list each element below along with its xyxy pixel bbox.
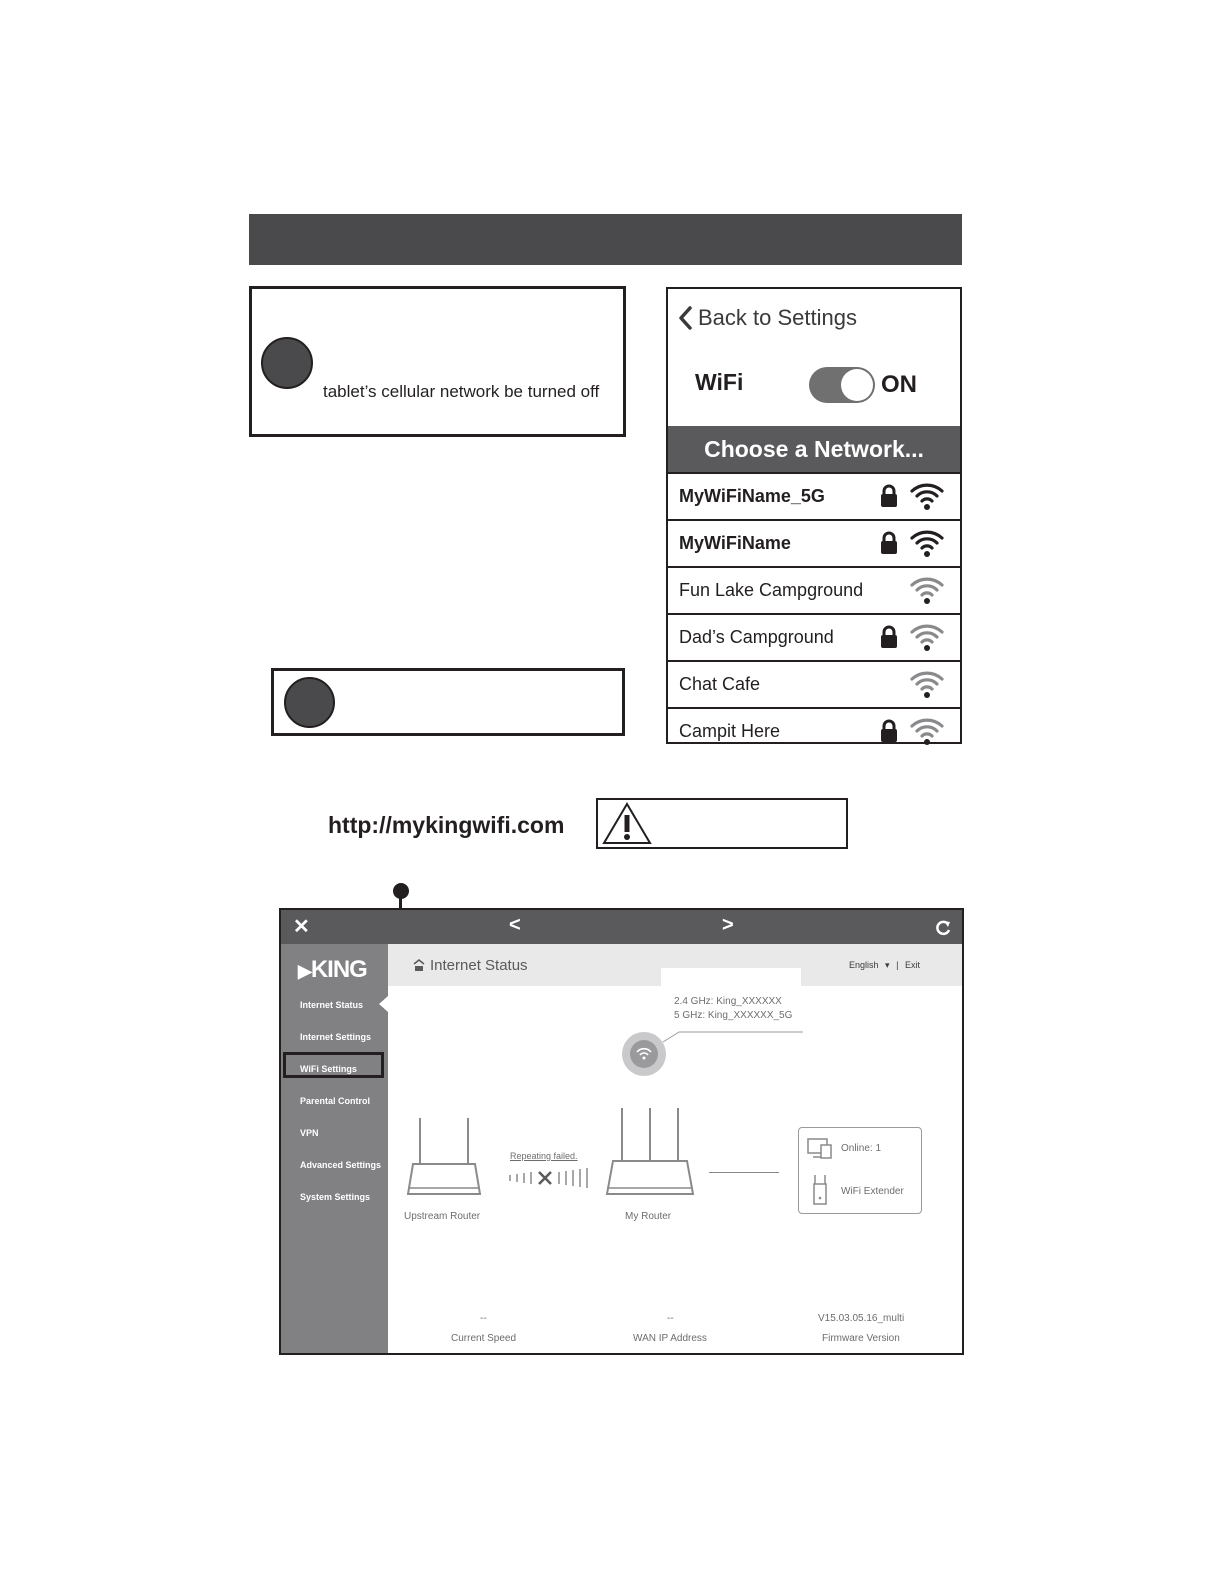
toggle-knob bbox=[841, 369, 873, 401]
forward-button[interactable]: > bbox=[722, 914, 734, 936]
caret-down-icon: ▾ bbox=[885, 960, 890, 970]
toggle-state-label: ON bbox=[881, 371, 917, 398]
wifi-broadcast-icon bbox=[619, 1028, 804, 1078]
wifi-extender-icon bbox=[812, 1174, 828, 1206]
network-row[interactable] bbox=[668, 566, 960, 613]
wifi-extender-label: WiFi Extender bbox=[841, 1186, 904, 1197]
warning-icon bbox=[601, 801, 653, 845]
my-router-label: My Router bbox=[625, 1211, 672, 1222]
ssid-5: 5 GHz: King_XXXXXX_5G bbox=[674, 1010, 793, 1021]
sidebar-item-parental-control[interactable]: Parental Control bbox=[300, 1096, 371, 1106]
router-url: http://mykingwifi.com bbox=[328, 812, 565, 838]
sidebar-item-vpn[interactable]: VPN bbox=[300, 1128, 319, 1138]
network-list bbox=[668, 472, 960, 754]
note-box-2 bbox=[271, 668, 625, 736]
section-header-bar bbox=[249, 214, 962, 265]
wan-ip-label: WAN IP Address bbox=[633, 1333, 707, 1344]
sidebar-item-internet-settings[interactable]: Internet Settings bbox=[300, 1032, 372, 1042]
upstream-router-label: Upstream Router bbox=[404, 1211, 481, 1222]
wifi-toggle[interactable] bbox=[809, 367, 875, 403]
wifi-signal-icon bbox=[909, 575, 945, 610]
firmware-value: V15.03.05.16_multi bbox=[818, 1313, 905, 1324]
my-router-icon bbox=[604, 1106, 696, 1196]
network-row[interactable] bbox=[668, 660, 960, 707]
upstream-router-icon bbox=[405, 1116, 483, 1196]
router-admin-browser bbox=[279, 908, 964, 1355]
network-name: Fun Lake Campground bbox=[679, 580, 864, 600]
sidebar-item-advanced-settings[interactable]: Advanced Settings bbox=[300, 1160, 382, 1170]
choose-network-header: Choose a Network... bbox=[668, 426, 960, 472]
back-to-settings-button[interactable] bbox=[678, 305, 857, 331]
network-name: MyWiFiName bbox=[679, 533, 791, 553]
callout-dot bbox=[393, 883, 409, 899]
repeating-status: Repeating failed. bbox=[510, 1151, 578, 1161]
warning-box bbox=[596, 798, 848, 849]
exit-link[interactable]: Exit bbox=[904, 960, 920, 970]
lock-icon bbox=[879, 625, 899, 654]
connection-failed-icon bbox=[507, 1166, 595, 1190]
note-text: tablet’s cellular network be turned off bbox=[323, 382, 600, 401]
chevron-left-icon bbox=[678, 306, 692, 330]
back-button[interactable]: < bbox=[509, 914, 521, 936]
king-logo: ▶KING bbox=[298, 956, 367, 983]
admin-sidebar bbox=[281, 944, 388, 1353]
firmware-label: Firmware Version bbox=[822, 1333, 900, 1344]
lock-icon bbox=[879, 484, 899, 513]
lock-icon bbox=[879, 719, 899, 748]
wifi-signal-icon bbox=[909, 528, 945, 563]
phone-wifi-settings bbox=[666, 287, 962, 744]
sidebar-item-internet-status[interactable]: Internet Status bbox=[300, 1000, 364, 1010]
wifi-signal-icon bbox=[909, 669, 945, 704]
wifi-label: WiFi bbox=[695, 369, 744, 395]
connection-line bbox=[709, 1172, 779, 1173]
language-selector[interactable]: English ▾ | Exit bbox=[849, 960, 920, 970]
network-row[interactable] bbox=[668, 519, 960, 566]
close-icon[interactable]: ✕ bbox=[293, 916, 310, 938]
computer-icon bbox=[807, 1138, 833, 1160]
connected-devices-card[interactable] bbox=[798, 1127, 922, 1214]
logo-arrow-icon: ▶ bbox=[298, 961, 311, 981]
network-row[interactable] bbox=[668, 707, 960, 754]
ssid-24: 2.4 GHz: King_XXXXXX bbox=[674, 996, 782, 1007]
current-speed-label: Current Speed bbox=[451, 1333, 517, 1344]
network-name: Chat Cafe bbox=[679, 674, 761, 694]
wifi-signal-icon bbox=[909, 481, 945, 516]
network-row[interactable] bbox=[668, 613, 960, 660]
current-speed-value: -- bbox=[480, 1313, 487, 1324]
network-name: Dad’s Campground bbox=[679, 627, 834, 647]
wifi-signal-icon bbox=[909, 622, 945, 657]
wifi-signal-icon bbox=[909, 716, 945, 751]
home-status-icon bbox=[412, 958, 426, 972]
online-count: Online: 1 bbox=[841, 1143, 882, 1154]
sidebar-item-wifi-settings[interactable]: WiFi Settings bbox=[300, 1064, 357, 1074]
sidebar-item-system-settings[interactable]: System Settings bbox=[300, 1192, 371, 1202]
back-label: Back to Settings bbox=[698, 305, 857, 330]
wan-ip-value: -- bbox=[667, 1313, 674, 1324]
page-title: Internet Status bbox=[430, 957, 528, 974]
note-box bbox=[249, 286, 626, 437]
step-circle bbox=[261, 337, 313, 389]
refresh-icon[interactable] bbox=[934, 919, 952, 937]
network-name: MyWiFiName_5G bbox=[679, 486, 825, 506]
network-name: Campit Here bbox=[679, 721, 781, 741]
network-row[interactable] bbox=[668, 472, 960, 519]
lock-icon bbox=[879, 531, 899, 560]
active-indicator bbox=[379, 996, 388, 1012]
step-circle-2 bbox=[284, 677, 335, 728]
browser-toolbar bbox=[281, 910, 962, 944]
